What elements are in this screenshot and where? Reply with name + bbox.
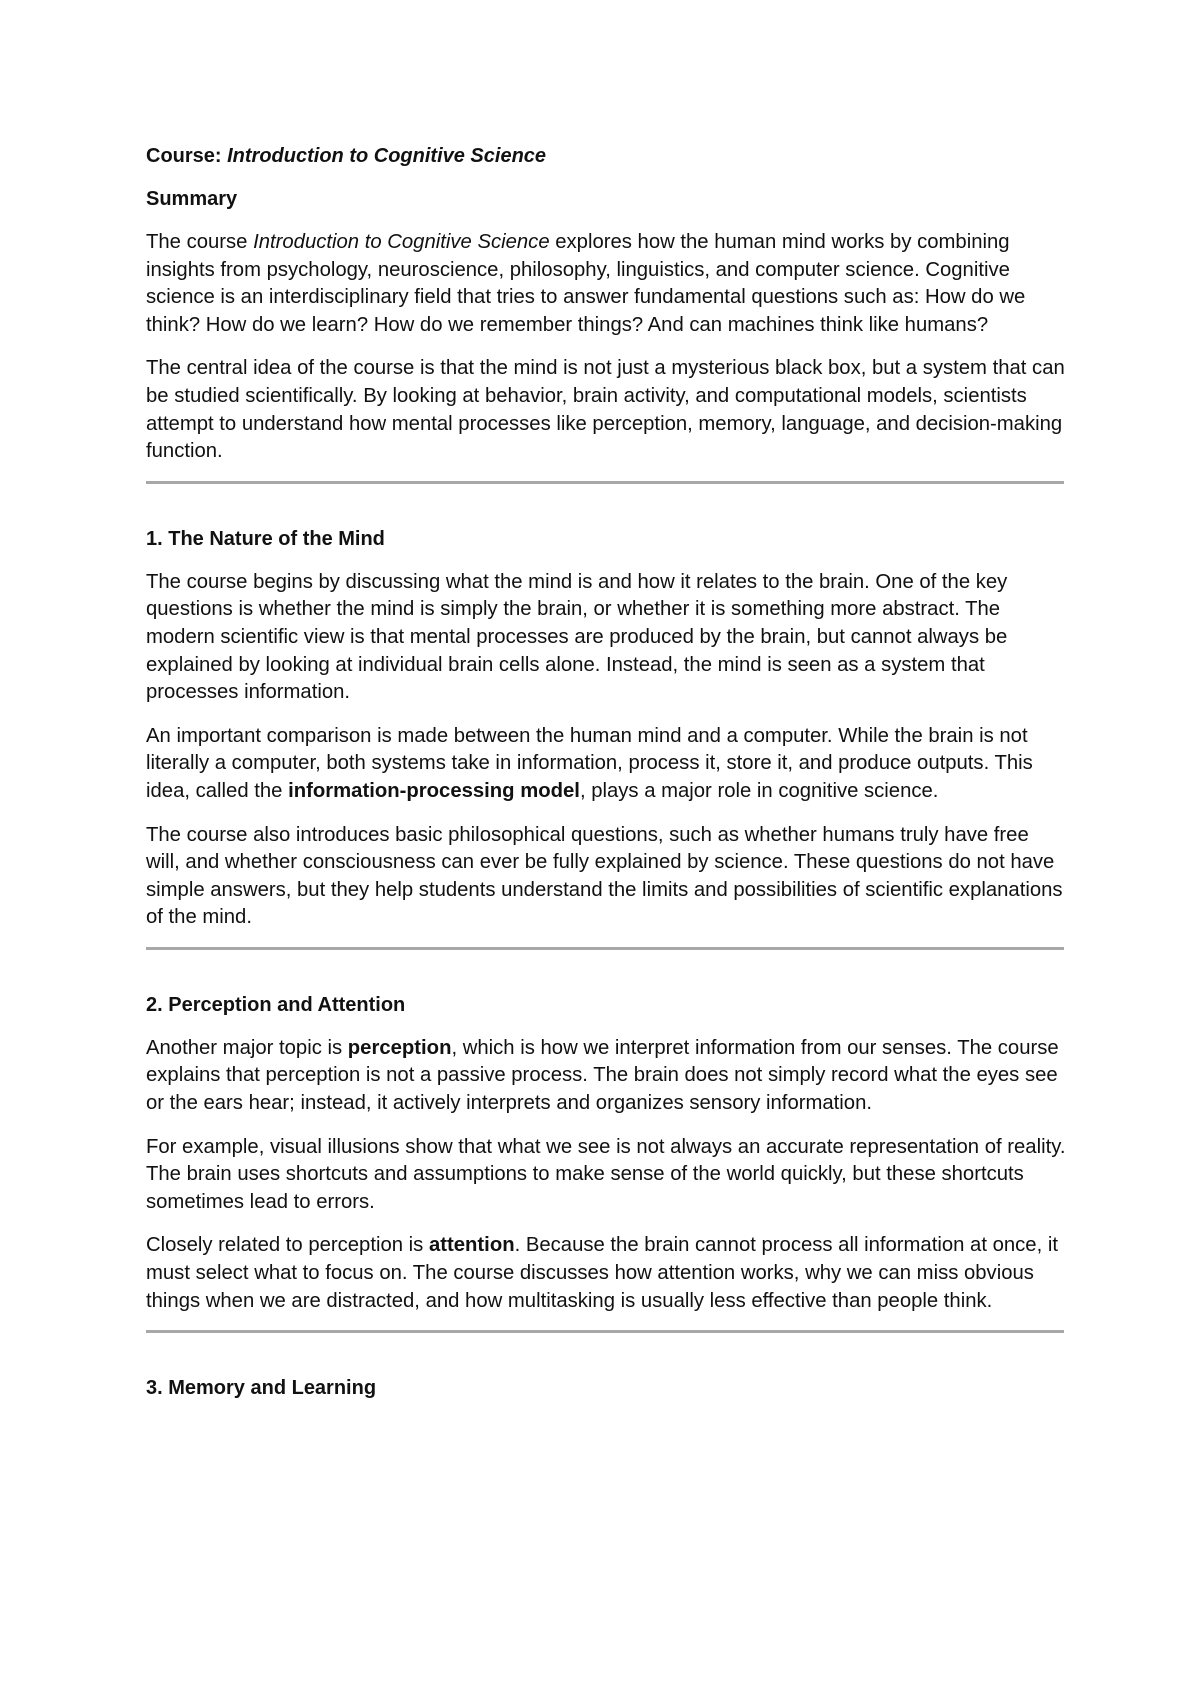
course-title (146, 143, 1066, 170)
section-2-paragraph-2: For example, visual illusions show that what we see is not always an accurate representation of reality. The brain uses shortcuts and assumptions to make sense of the world quickly, but these shortcuts sometimes lead to errors. (146, 1135, 1066, 1213)
course-prefix: Course: (146, 145, 228, 167)
section-divider (146, 947, 1064, 950)
section-divider (146, 481, 1064, 484)
italic-course-name: Introduction to Cognitive Science (253, 231, 550, 253)
section-2-paragraph-1 (146, 1035, 1066, 1118)
document-page (146, 143, 1066, 1418)
summary-paragraph-1 (146, 229, 1066, 339)
bold-term: attention (428, 1234, 515, 1257)
summary-label: Summary (146, 188, 238, 210)
section-divider (146, 1330, 1064, 1333)
summary-paragraph-2: The central idea of the course is that the mind is not just a mysterious black box, but a system that can be studied scientifically. By looking at behavior, brain activity, and computational models, scientists attempt to understand how mental processes like perception, memory, language, and decision-making function. (146, 357, 1065, 463)
bold-term: perception (347, 1036, 452, 1059)
text-run: explores how the human mind works by combining insights from psychology, neuroscience, philosophy, linguistics, and computer science. Cognitive science is an interdisciplinary field that tries to answer fundamental questions such as: How do we think? How do we learn? How do we remember things? And can machines think like humans? (146, 231, 1026, 336)
section-2-paragraph-3 (146, 1232, 1066, 1315)
text-run: Closely related to perception is (146, 1234, 429, 1257)
section-1-paragraph-3: The course also introduces basic philosophical questions, such as whether humans truly have free will, and whether consciousness can ever be fully explained by science. These questions do not have simple answers, but they help students understand the limits and possibilities of scientific explanations of the mind. (146, 823, 1063, 929)
text-run: , which is how we interpret information from our senses. The course explains that perception is not a passive process. The brain does not simply record what the eyes see or the ears hear; instead, it actively interprets and organizes sensory information. (146, 1036, 1059, 1115)
section-1-paragraph-1: The course begins by discussing what the mind is and how it relates to the brain. One of the key questions is whether the mind is simply the brain, or whether it is something more abstract. The modern scientific view is that mental processes are produced by the brain, but cannot always be explained by looking at individual brain cells alone. Instead, the mind is seen as a system that processes information. (146, 570, 1008, 704)
section-1-paragraph-2 (146, 723, 1066, 806)
text-run: The course (146, 231, 254, 253)
text-run: . Because the brain cannot process all information at once, it must select what to focus on. The course discusses how attention works, why we can miss obvious things when we are distracted, and how multitasking is usually less effective than people think. (146, 1234, 1058, 1312)
section-2-heading: 2. Perception and Attention (146, 993, 406, 1016)
section-1-heading: 1. The Nature of the Mind (146, 527, 385, 550)
text-run: Another major topic is (146, 1036, 348, 1059)
text-run: An important comparison is made between the human mind and a computer. While the brain is not literally a computer, both systems take in information, process it, store it, and produce outputs. This idea, called the (146, 724, 1033, 802)
section-3-heading: 3. Memory and Learning (146, 1377, 377, 1400)
course-name: Introduction to Cognitive Science (227, 145, 547, 167)
bold-term: information-processing model (288, 779, 580, 802)
text-run: , plays a major role in cognitive science. (579, 779, 939, 802)
